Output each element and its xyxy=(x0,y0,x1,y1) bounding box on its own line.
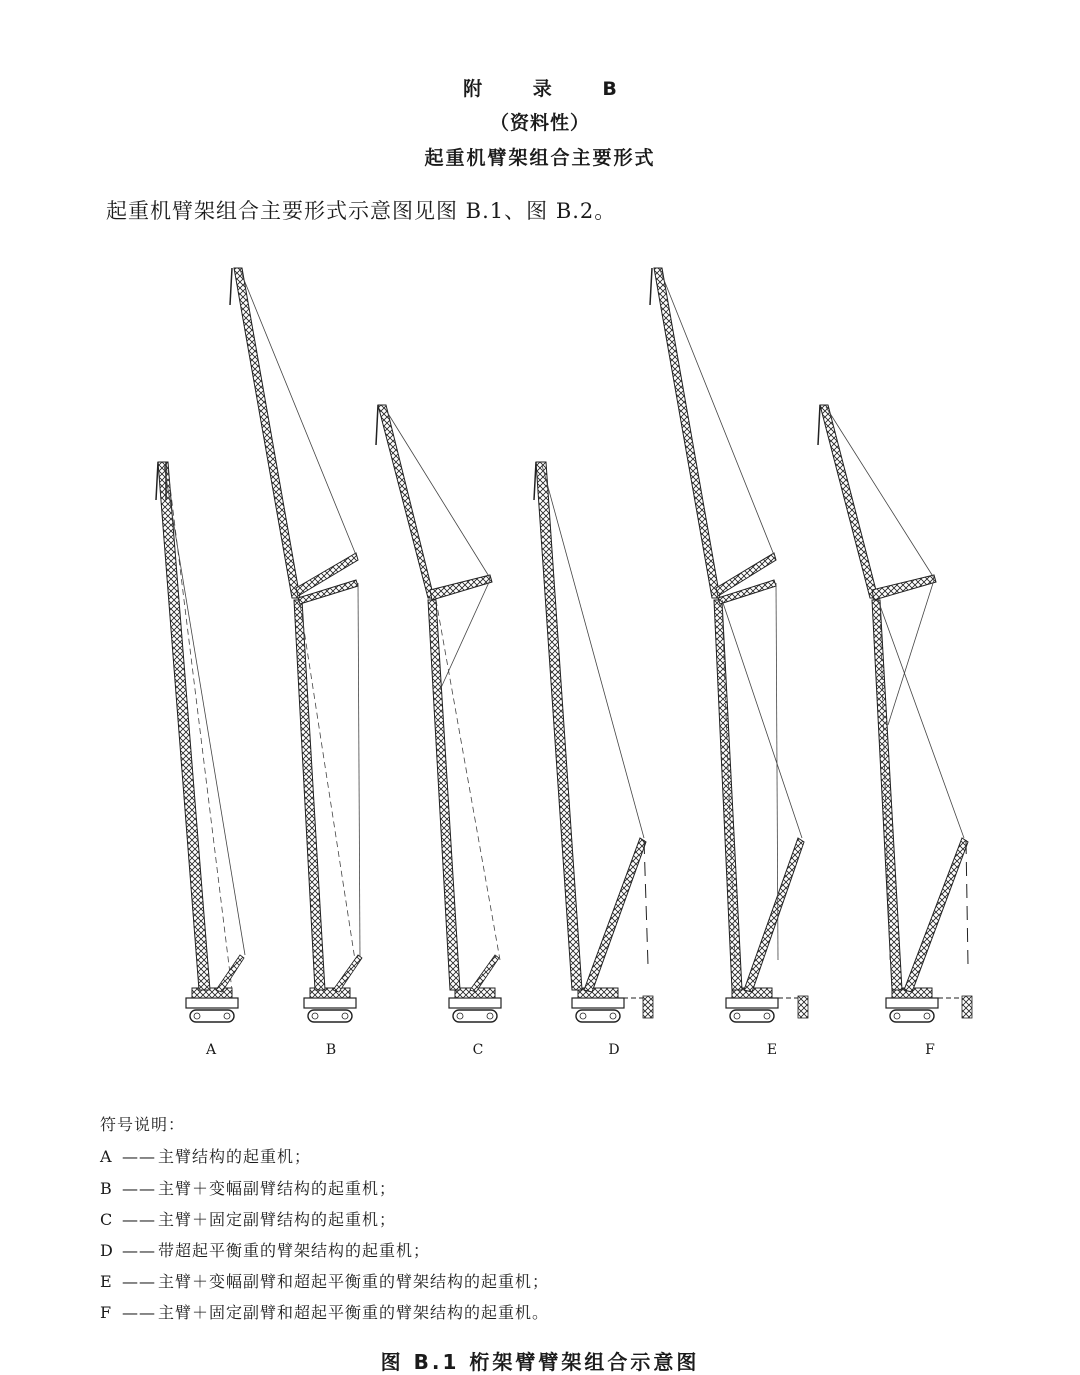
legend-key: E xyxy=(100,1272,113,1291)
legend-text: 主臂＋固定副臂结构的起重机； xyxy=(158,1210,397,1229)
crane-label-a: A xyxy=(205,1042,217,1058)
legend-key: B xyxy=(100,1179,113,1198)
legend-key: A xyxy=(100,1147,113,1166)
appendix-nature: （资料性） xyxy=(489,112,590,134)
crane-b-diagram xyxy=(230,268,362,1022)
crane-label-c: C xyxy=(472,1042,484,1058)
legend-key: C xyxy=(100,1210,114,1229)
crane-label-e: E xyxy=(766,1042,778,1058)
legend-item-a xyxy=(100,1144,311,1167)
legend-dash: —— xyxy=(122,1210,156,1229)
crane-label-b: B xyxy=(325,1042,337,1058)
legend-dash: —— xyxy=(122,1241,156,1260)
legend-item-e xyxy=(100,1269,549,1292)
legend-key: D xyxy=(100,1241,114,1260)
legend-item-d xyxy=(100,1238,430,1261)
legend-item-c xyxy=(100,1207,396,1230)
crane-label-f: F xyxy=(925,1042,935,1058)
legend-text: 主臂＋变幅副臂和超起平衡重的臂架结构的起重机； xyxy=(158,1272,550,1291)
legend-text: 带超起平衡重的臂架结构的起重机； xyxy=(158,1241,431,1260)
crane-d-diagram xyxy=(534,462,653,1022)
figure-caption: 图 B.1 桁架臂臂架组合示意图 xyxy=(380,1350,700,1374)
legend-text: 主臂＋变幅副臂结构的起重机； xyxy=(158,1179,397,1198)
legend-item-f xyxy=(100,1300,549,1323)
legend-key: F xyxy=(100,1303,113,1322)
crane-a-diagram xyxy=(156,462,245,1022)
legend-text: 主臂＋固定副臂和超起平衡重的臂架结构的起重机。 xyxy=(158,1303,550,1322)
appendix-title: 附 录 B xyxy=(463,78,639,100)
intro-paragraph: 起重机臂架组合主要形式示意图见图 B.1、图 B.2。 xyxy=(106,199,617,223)
crane-f-diagram xyxy=(818,405,972,1022)
legend-dash: —— xyxy=(122,1303,156,1322)
legend-dash: —— xyxy=(122,1179,156,1198)
legend-item-b xyxy=(100,1176,396,1199)
legend-dash: —— xyxy=(122,1147,156,1166)
appendix-heading: 起重机臂架组合主要形式 xyxy=(424,147,656,169)
legend-text: 主臂结构的起重机； xyxy=(158,1147,312,1166)
crane-figure xyxy=(0,250,1080,1070)
crane-label-d: D xyxy=(608,1042,620,1058)
legend-dash: —— xyxy=(122,1272,156,1291)
crane-e-diagram xyxy=(650,268,808,1022)
crane-c-diagram xyxy=(376,405,501,1022)
legend-title: 符号说明： xyxy=(100,1115,186,1134)
